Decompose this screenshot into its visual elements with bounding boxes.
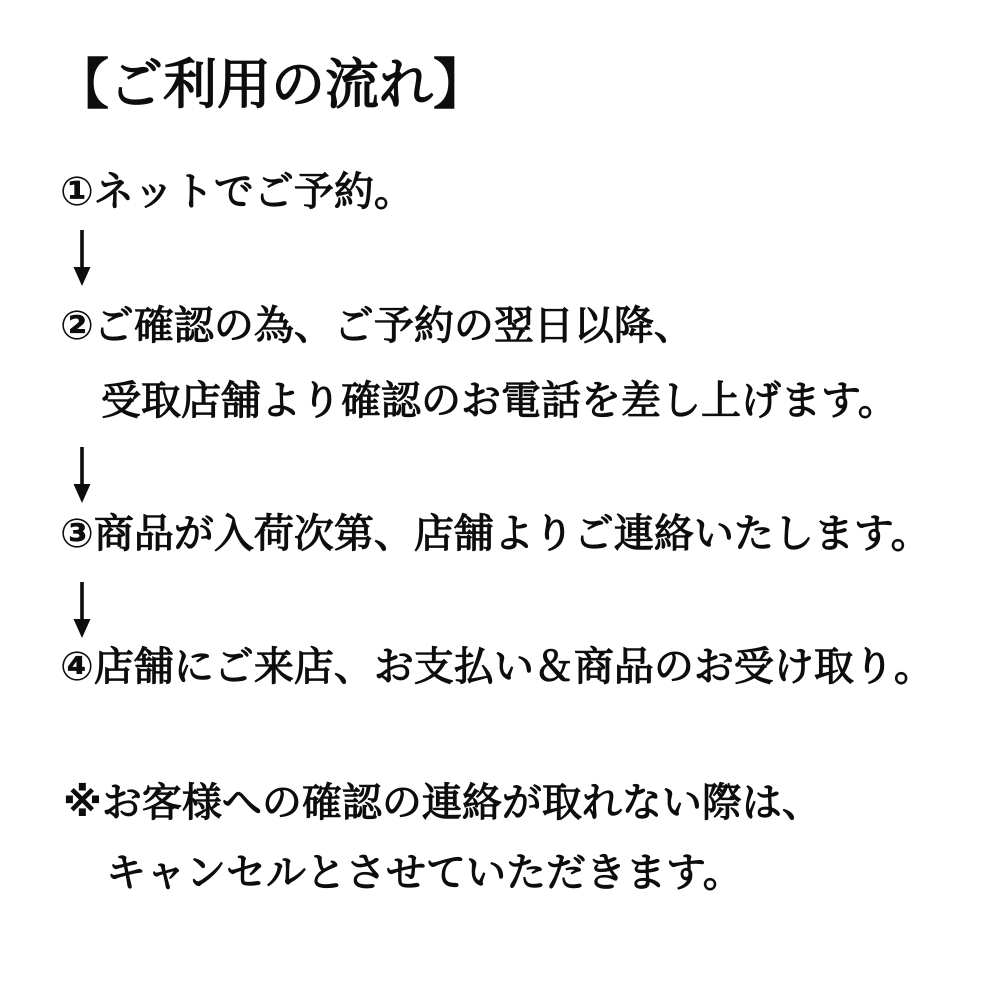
step-1-text: ①ネットでご予約。: [60, 169, 414, 215]
down-arrow-icon: [72, 228, 92, 288]
note-text-line-1: ※お客様への確認の連絡が取れない際は、: [63, 780, 822, 826]
step-2-text-line-2: 受取店舗より確認のお電話を差し上げます。: [101, 378, 898, 424]
note-text-line-2: キャンセルとさせていただきます。: [106, 850, 743, 896]
step-2-text-line-1: ②ご確認の為、ご予約の翌日以降、: [60, 303, 694, 349]
page-title: 【ご利用の流れ】: [55, 53, 487, 116]
down-arrow-icon: [72, 580, 92, 640]
down-arrow-icon: [72, 445, 92, 505]
step-4-text: ④店舗にご来店、お支払い＆商品のお受け取り。: [60, 644, 934, 690]
step-3-text: ③商品が入荷次第、店舗よりご連絡いたします。: [60, 511, 931, 557]
